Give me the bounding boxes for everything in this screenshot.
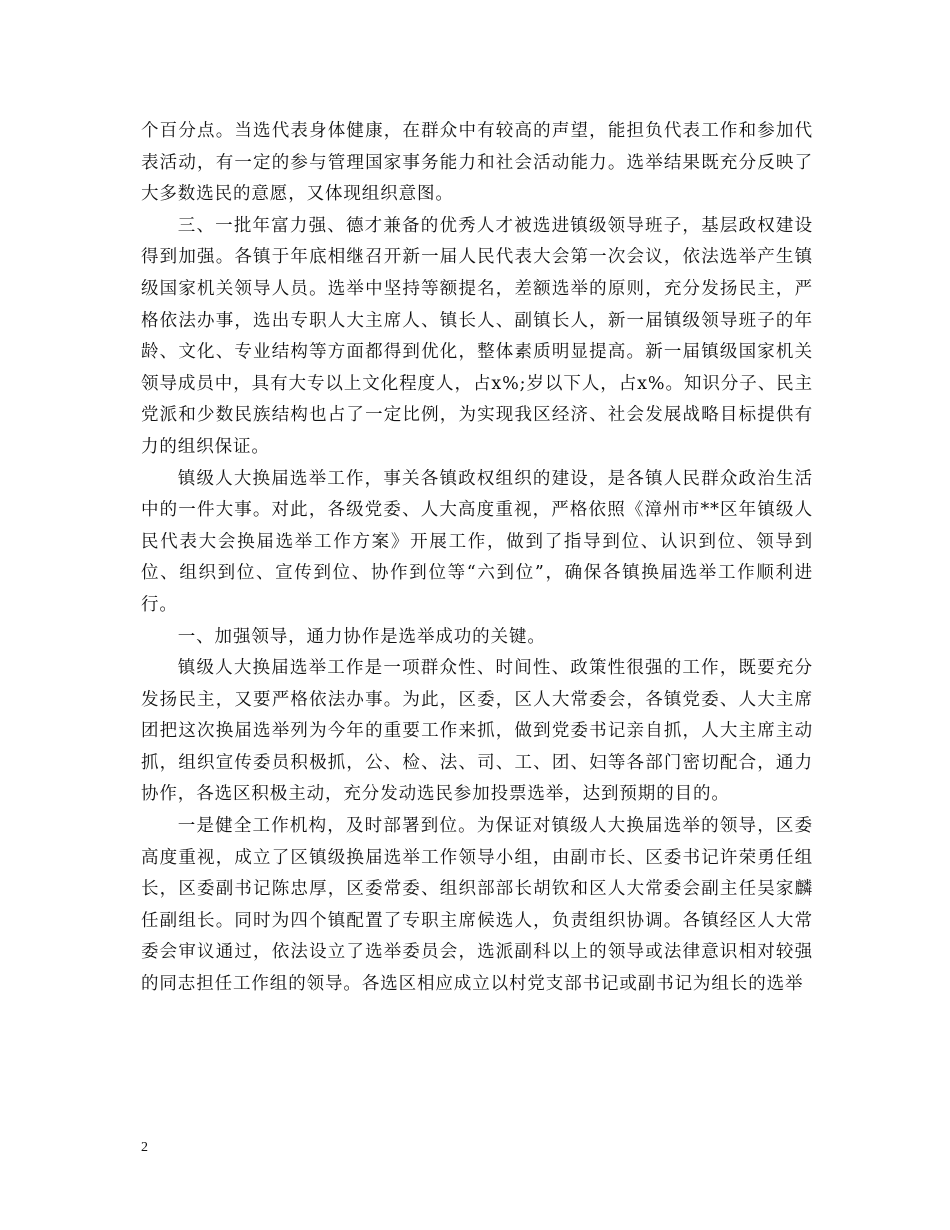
paragraph-1: 个百分点。当选代表身体健康，在群众中有较高的声望，能担负代表工作和参加代表活动，有一定的参与管理国家事务能力和社会活动能力。选举结果既充分反映了大多数选民的意愿，又体现组织意图。 <box>141 121 813 205</box>
paragraph-5: 镇级人大换届选举工作是一项群众性、时间性、政策性很强的工作，既要充分发扬民主，又要严格依法办事。为此，区委，区人大常委会，各镇党委、人大主席团把这次换届选举列为今年的重要工作来抓，做到党委书记亲自抓，人大主席主动抓，组织宣传委员积极抓，公、检、法、司、工、团、妇等各部门密切配合，通力协作，各选区积极主动，充分发动选民参加投票选举，达到预期的目的。 <box>141 658 813 805</box>
paragraph-4: 一、加强领导，通力协作是选举成功的关键。 <box>177 626 546 647</box>
paragraph-6: 一是健全工作机构，及时部署到位。为保证对镇级人大换届选举的领导，区委高度重视，成立了区镇级换届选举工作领导小组，由副市长、区委书记许荣勇任组长，区委副书记陈忠厚，区委常委、组织部部长胡钦和区人大常委会副主任吴家麟任副组长。同时为四个镇配置了专职主席候选人，负责组织协调。各镇经区人大常委会审议通过，依法设立了选举委员会，选派副科以上的领导或法律意识相对较强的同志担任工作组的领导。各选区相应成立以村党支部书记或副书记为组长的选举 <box>141 816 813 995</box>
paragraph-2: 三、一批年富力强、德才兼备的优秀人才被选进镇级领导班子，基层政权建设得到加强。各镇于年底相继召开新一届人民代表大会第一次会议，依法选举产生镇级国家机关领导人员。选举中坚持等额提名，差额选举的原则，充分发扬民主，严格依法办事，选出专职人大主席人、镇长人、副镇长人，新一届镇级领导班子的年龄、文化、专业结构等方面都得到优化，整体素质明显提高。新一届镇级国家机关领导成员中，具有大专以上文化程度人，占x%;岁以下人，占x%。知识分子、民主党派和少数民族结构也占了一定比例，为实现我区经济、社会发展战略目标提供有力的组织保证。 <box>141 215 813 457</box>
paragraph-3: 镇级人大换届选举工作，事关各镇政权组织的建设，是各镇人民群众政治生活中的一件大事。对此，各级党委、人大高度重视，严格依照《漳州市**区年镇级人民代表大会换届选举工作方案》开展工作，做到了指导到位、认识到位、领导到位、组织到位、宣传到位、协作到位等“六到位”，确保各镇换届选举工作顺利进行。 <box>141 468 813 615</box>
document-body <box>141 116 813 1001</box>
page-number: 2 <box>141 1140 148 1155</box>
